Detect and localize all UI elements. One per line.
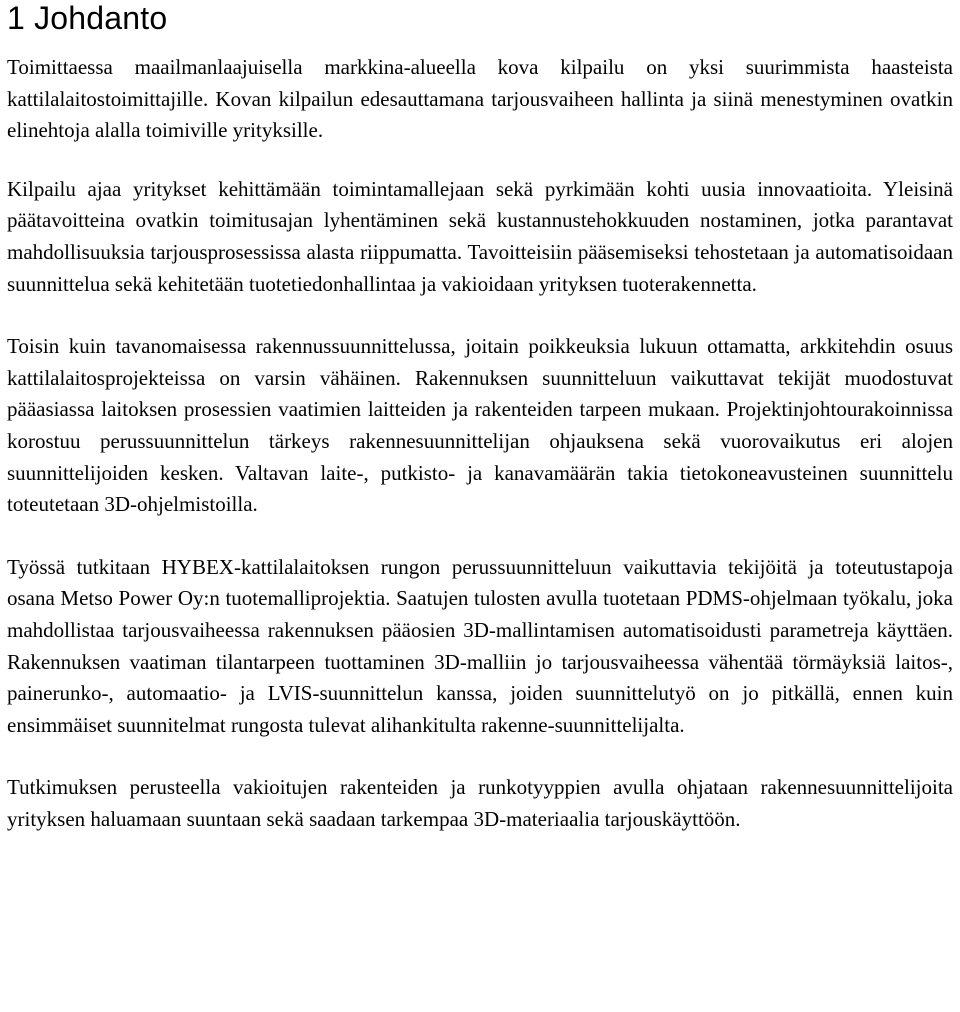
section-heading: 1 Johdanto [7,0,168,36]
document-page [7,0,953,835]
paragraph-5: Tutkimuksen perusteella vakioitujen rakenteiden ja runkotyyppien avulla ohjataan rakennesuunnittelijoita yrityksen haluamaan suuntaan sekä saadaan tarkempaa 3D-materiaalia tarjouskäyttöön. [7,775,953,831]
paragraph-3: Toisin kuin tavanomaisessa rakennussuunnittelussa, joitain poikkeuksia lukuun ottamatta, arkkitehdin osuus kattilalaitosprojekteissa on varsin vähäinen. Rakennuksen suunnitteluun vaikuttavat tekijät muodostuvat pääasiassa laitoksen prosessien vaatimien laitteiden ja rakenteiden tarpeen mukaan. Projektinjohtourakoinnissa korostuu perussuunnittelun tärkeys rakennesuunnittelijan ohjauksena sekä vuorovaikutus eri alojen suunnittelijoiden kesken. Valtavan laite-, putkisto- ja kanavamäärän takia tietokoneavusteinen suunnittelu toteutetaan 3D-ohjelmistoilla. [7,334,953,517]
paragraph-1: Toimittaessa maailmanlaajuisella markkina-alueella kova kilpailu on yksi suurimmista haasteista kattilalaitostoimittajille. Kovan kilpailun edesauttamana tarjousvaiheen hallinta ja siinä menestyminen ovatkin elinehtoja alalla toimiville yrityksille. [7,55,953,143]
paragraph-2: Kilpailu ajaa yritykset kehittämään toimintamallejaan sekä pyrkimään kohti uusia innovaatioita. Yleisinä päätavoitteina ovatkin toimitusajan lyhentäminen sekä kustannustehokkuuden nostaminen, jotka parantavat mahdollisuuksia tarjousprosessissa alasta riippumatta. Tavoitteisiin pääsemiseksi tehostetaan ja automatisoidaan suunnittelua sekä kehitetään tuotetiedonhallintaa ja vakioidaan yrityksen tuoterakennetta. [7,176,953,296]
paragraph-4: Työssä tutkitaan HYBEX-kattilalaitoksen rungon perussuunnitteluun vaikuttavia tekijöitä ja toteutustapoja osana Metso Power Oy:n tuotemalliprojektia. Saatujen tulosten avulla tuotetaan PDMS-ohjelmaan työkalu, joka mahdollistaa tarjousvaiheessa rakennuksen pääosien 3D-mallintamisen automatisoidusti parametreja käyttäen. Rakennuksen vaatiman tilantarpeen tuottaminen 3D-malliin jo tarjousvaiheessa vähentää törmäyksiä laitos-, painerunko-, automaatio- ja LVIS-suunnittelun kanssa, joiden suunnittelutyö on jo pitkällä, ennen kuin ensimmäiset suunnitelmat rungosta tulevat alihankitulta rakenne-suunnittelijalta. [7,554,953,737]
